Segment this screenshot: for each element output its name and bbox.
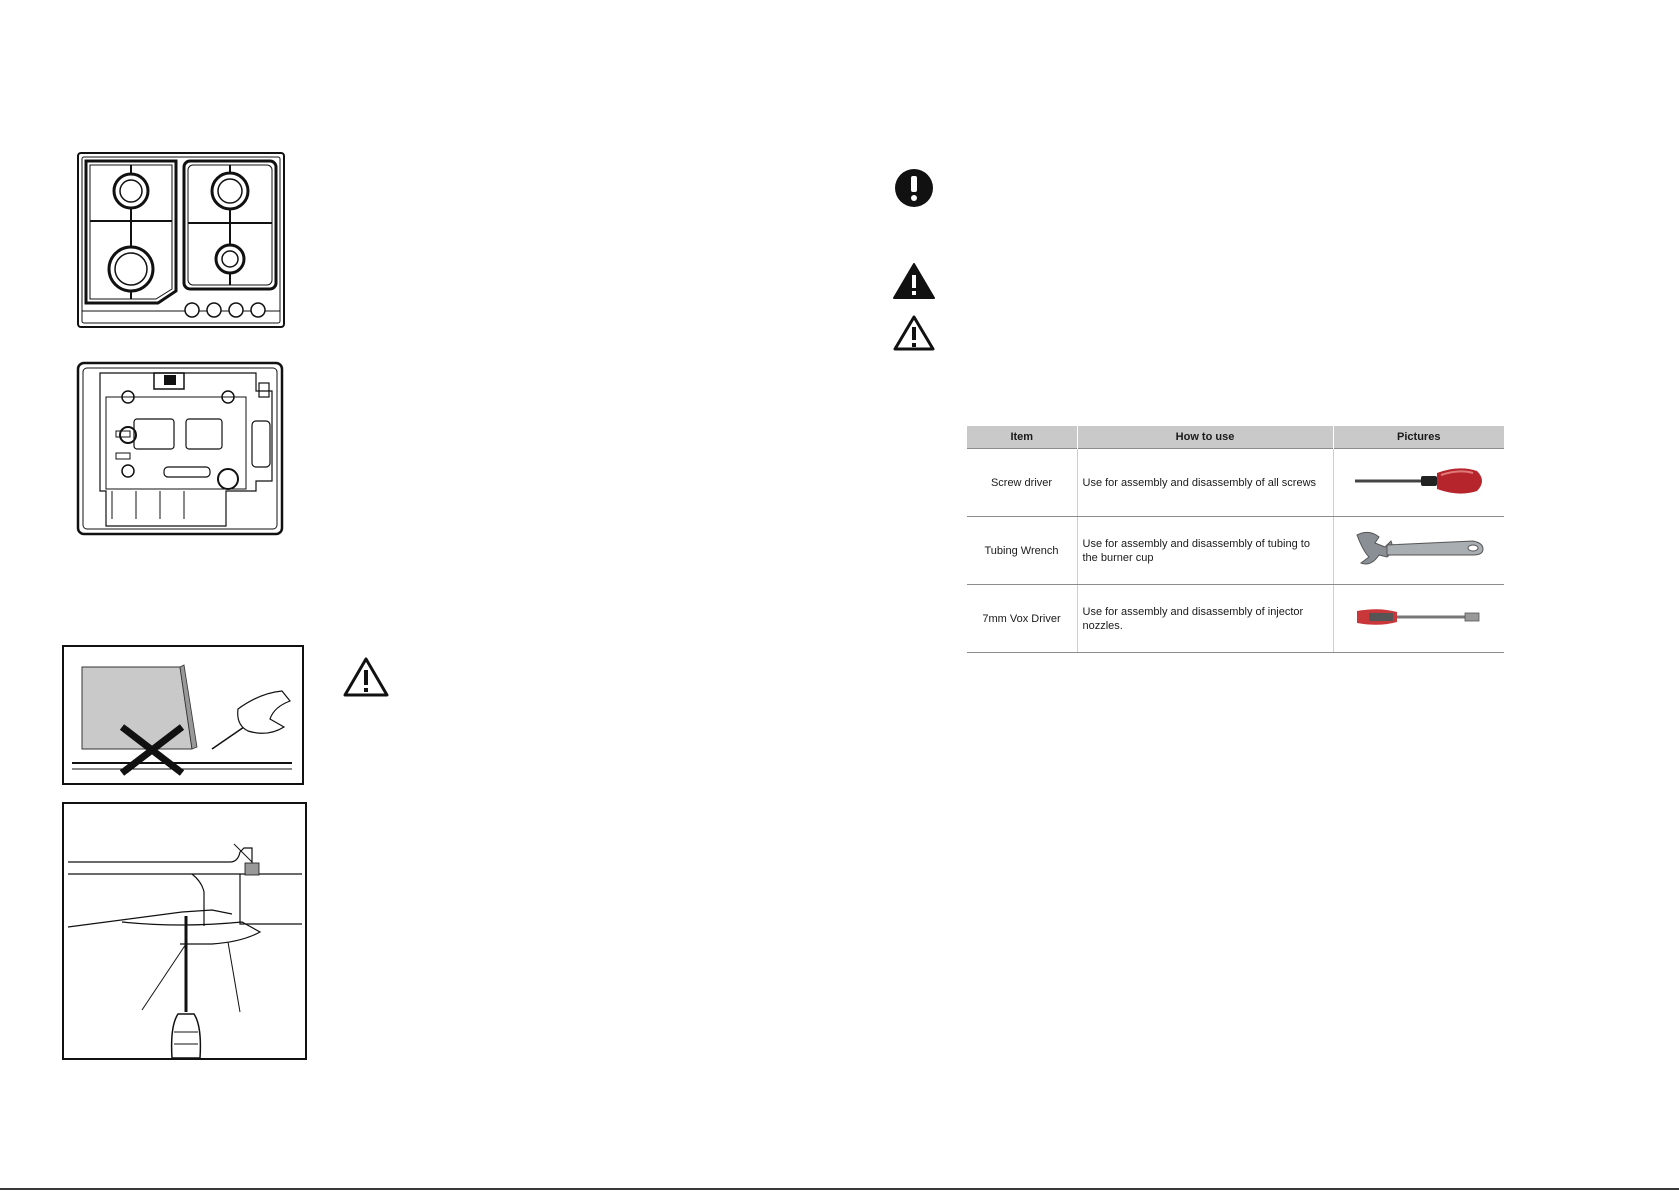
warning-outline-icon [342,656,390,698]
hob-underside-figure [76,361,284,536]
hob-top-view-figure [76,151,286,329]
table-row [967,585,1505,653]
nut-driver-photo [1349,602,1489,632]
incorrect-installation-figure [62,645,304,785]
header-how-to-use: How to use [1077,426,1333,449]
picture-cell [1333,585,1504,653]
tools-table [966,426,1504,653]
installation-section-figure [62,802,307,1060]
use-cell: Use for assembly and disassembly of all screws [1077,449,1333,517]
item-cell: Tubing Wrench [967,517,1078,585]
header-item: Item [967,426,1078,449]
warning-outline-icon [892,314,936,352]
tools-table-header [967,426,1505,449]
table-row [967,449,1505,517]
mandatory-exclamation-icon [894,168,934,208]
picture-cell [1333,449,1504,517]
use-cell: Use for assembly and disassembly of injector nozzles. [1077,585,1333,653]
screwdriver-photo [1349,461,1489,501]
adjustable-wrench-photo [1349,527,1489,571]
item-cell: Screw driver [967,449,1078,517]
picture-cell [1333,517,1504,585]
page-bottom-rule [0,1188,1679,1190]
table-row [967,517,1505,585]
use-cell: Use for assembly and disassembly of tubing to the burner cup [1077,517,1333,585]
warning-filled-icon [892,262,936,300]
item-cell: 7mm Vox Driver [967,585,1078,653]
header-pictures: Pictures [1333,426,1504,449]
